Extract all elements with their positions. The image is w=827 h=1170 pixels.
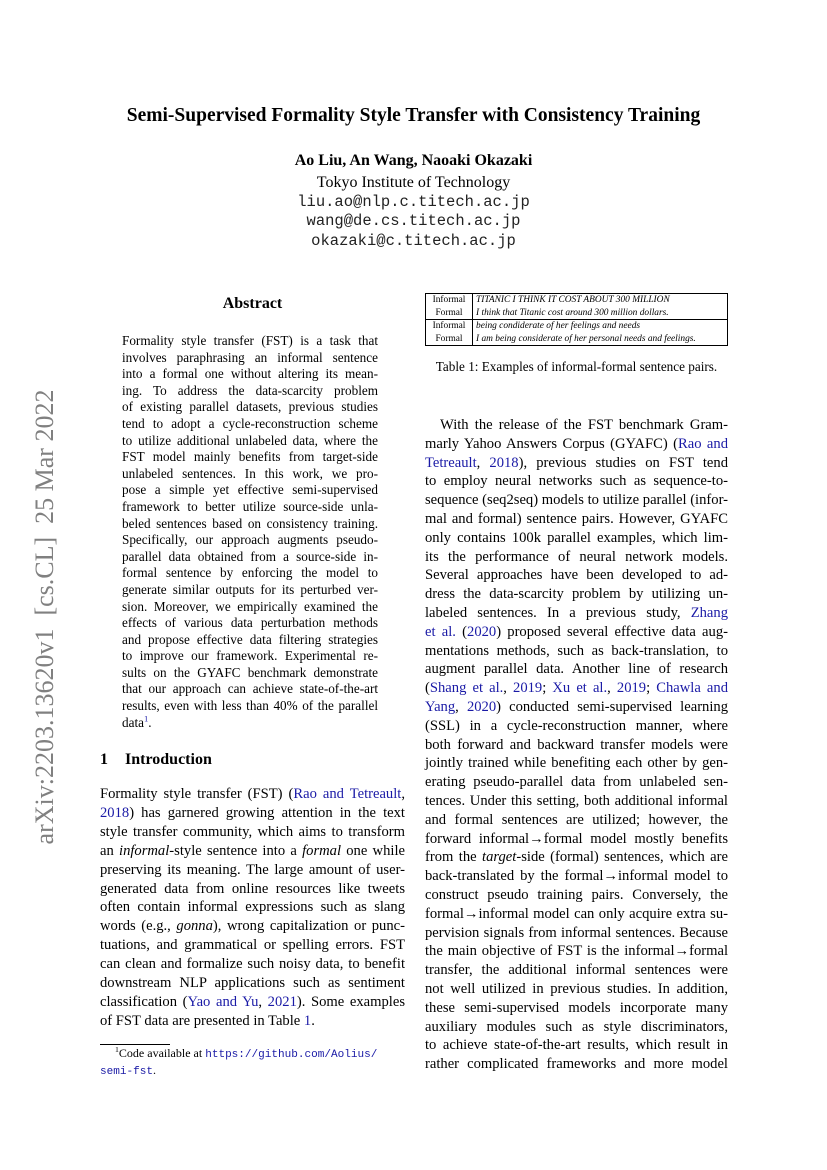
footnote-divider	[100, 1044, 170, 1045]
footnote-link[interactable]: https://github.com/Aolius/	[205, 1049, 378, 1061]
citation-link[interactable]: 2021	[267, 993, 297, 1010]
text-segment: generate similar outputs for its perturbed ver-	[122, 581, 378, 597]
email-liu[interactable]: liu.ao@nlp.c.titech.ac.jp	[297, 193, 530, 211]
citation-link[interactable]: 2020	[466, 698, 497, 715]
text-segment: ;	[646, 680, 657, 697]
table-1-examples	[425, 293, 728, 346]
text-segment: FST model mainly benefits from target-side	[122, 449, 378, 465]
footnote-text: Code available at	[118, 1046, 206, 1060]
introduction-paragraph-continued	[425, 416, 728, 1074]
text-segment: the main objective of FST is the informal→formal	[425, 943, 728, 960]
text-line	[122, 449, 378, 466]
text-line	[100, 804, 405, 823]
text-line	[425, 529, 728, 548]
text-segment: to employ neural networks such as sequence-to-	[425, 473, 728, 490]
text-line	[425, 848, 728, 867]
row-label: Informal	[426, 320, 473, 333]
citation-link[interactable]: 2020	[467, 623, 497, 640]
text-line	[425, 679, 728, 698]
text-segment: ,	[503, 680, 514, 697]
text-line	[122, 665, 378, 682]
text-segment: and propose effective data filtering strategies	[122, 631, 378, 647]
text-line	[100, 898, 405, 917]
text-segment: ,	[455, 698, 467, 715]
text-line	[425, 717, 728, 736]
text-line	[100, 974, 405, 993]
text-line	[425, 905, 728, 924]
citation-link[interactable]: 2019	[616, 680, 647, 697]
text-segment: erating pseudo-parallel data from unlabeled sen-	[425, 774, 728, 791]
abstract-heading: Abstract	[222, 295, 283, 312]
text-line	[122, 383, 378, 400]
text-line	[425, 566, 728, 585]
text-segment: With the release of the FST benchmark Gram-	[440, 417, 728, 433]
text-line	[425, 698, 728, 717]
emphasis-text: informal	[119, 842, 170, 859]
text-segment: (SSL) in a cycle-reconstruction manner, where	[425, 717, 728, 734]
text-segment: can clean and formalize such noisy data, to benefit	[100, 956, 405, 973]
text-line	[425, 548, 728, 567]
text-line	[122, 399, 378, 416]
text-line	[425, 1036, 728, 1055]
text-segment: that our approach can achieve state-of-the-art	[122, 681, 378, 697]
text-segment: labeled sentences. In a previous study,	[425, 604, 691, 621]
text-line	[100, 955, 405, 974]
text-line	[425, 1055, 728, 1074]
text-segment: rather complicated frameworks and more model	[425, 1056, 728, 1073]
text-line	[425, 867, 728, 886]
text-line	[100, 785, 405, 804]
text-segment: only contains 100k parallel examples, which lim-	[425, 529, 728, 546]
text-segment: ), wrong capitalization or punc-	[212, 918, 405, 935]
text-segment: ). Some examples	[296, 993, 405, 1010]
text-segment: ,	[258, 993, 268, 1010]
citation-link[interactable]: Rao and Tetreault	[293, 786, 402, 802]
paper-title: Semi-Supervised Formality Style Transfer with Consistency Training	[126, 105, 701, 126]
text-segment: sion. Moreover, we empirically examined the	[122, 598, 378, 614]
text-segment: effects of various data perturbation methods	[122, 615, 378, 631]
row-text: TITANIC I THINK IT COST ABOUT 300 MILLION	[476, 295, 670, 305]
text-line	[425, 886, 728, 905]
row-text: being condiderate of her feelings and needs	[473, 320, 728, 333]
text-line	[122, 565, 378, 582]
text-line	[425, 999, 728, 1018]
email-wang[interactable]: wang@de.cs.titech.ac.jp	[306, 212, 521, 230]
text-line	[425, 1018, 728, 1037]
citation-link[interactable]: Yang	[425, 698, 456, 715]
text-line	[122, 648, 378, 665]
footnote-link-continued[interactable]: semi-fst	[100, 1066, 153, 1078]
text-segment: parallel data obtained from a source-side in-	[122, 548, 378, 564]
citation-link[interactable]: 2018	[100, 804, 130, 821]
text-line	[425, 924, 728, 943]
citation-link[interactable]: 1	[143, 713, 149, 724]
text-segment: (	[455, 623, 468, 640]
text-segment: marly Yahoo Answers Corpus (GYAFC) (	[425, 435, 678, 452]
text-segment: Formality style transfer (FST) is a task that	[122, 333, 378, 348]
text-line	[425, 491, 728, 510]
text-segment: ,	[476, 454, 490, 471]
row-text: I think that Titanic cost around 300 million dollars.	[476, 307, 669, 318]
text-segment: downstream NLP applications such as sentiment	[100, 975, 405, 992]
text-line	[425, 830, 728, 849]
text-line	[100, 861, 405, 880]
citation-link[interactable]: et al.	[425, 623, 456, 640]
text-line	[122, 333, 378, 350]
text-line	[100, 1012, 405, 1031]
text-line	[425, 623, 728, 642]
text-segment: an	[100, 842, 120, 859]
table-row	[426, 333, 728, 346]
text-segment: unlabeled sentences. In this work, we pro-	[122, 465, 378, 481]
text-segment: sults on the GYAFC benchmark demonstrate	[122, 664, 378, 680]
citation-link[interactable]: Chawla and	[656, 680, 728, 697]
text-line	[122, 582, 378, 599]
text-segment: forward informal→formal model mostly benefits	[425, 830, 728, 847]
text-line	[425, 416, 728, 435]
citation-link[interactable]: 2018	[489, 454, 519, 471]
emphasis-text: formal	[302, 842, 342, 859]
text-segment: results, even with less than 40% of the parallel	[122, 698, 378, 714]
text-line	[425, 454, 728, 473]
text-segment: sequence (seq2seq) models to utilize parallel (infor-	[425, 492, 728, 509]
text-segment: dress the data-scarcity problem by utilizing un-	[425, 586, 728, 603]
text-line	[122, 681, 378, 698]
text-segment: ) conducted semi-supervised learning	[496, 698, 728, 715]
text-segment: to achieve state-of-the-art results, which result in	[425, 1037, 728, 1054]
text-segment: ing. To address the data-scarcity problem	[122, 382, 378, 398]
text-segment: often contain informal expressions such as slang	[100, 899, 405, 916]
text-line	[425, 585, 728, 604]
text-segment: of FST data are presented in Table	[100, 1012, 304, 1029]
citation-link[interactable]: Shang et al.	[429, 680, 504, 697]
text-line	[425, 660, 728, 679]
text-segment: of existing parallel datasets, previous studies	[122, 399, 378, 415]
text-line	[100, 823, 405, 842]
author-list: Ao Liu, An Wang, Naoaki Okazaki	[294, 152, 533, 169]
table-1-caption: Table 1: Examples of informal-formal sentence pairs.	[435, 359, 718, 374]
text-segment: .	[148, 714, 152, 730]
abstract-body	[122, 333, 378, 731]
text-line	[100, 880, 405, 899]
footnote-1	[100, 1046, 405, 1080]
text-segment: and formal sentences are utilized; however, the	[425, 811, 728, 828]
text-line	[425, 980, 728, 999]
text-line	[425, 736, 728, 755]
text-line	[100, 917, 405, 936]
citation-link[interactable]: Yao and Yu	[187, 993, 259, 1010]
text-line	[122, 516, 378, 533]
text-line	[425, 792, 728, 811]
text-segment: formal→informal model can only acquire extra su-	[425, 905, 728, 922]
text-segment: its the performance of neural network models.	[425, 548, 728, 565]
text-segment: involves paraphrasing an informal sentence	[122, 349, 378, 365]
text-segment: augment parallel data. Another line of research	[425, 661, 728, 678]
footnote-end: .	[152, 1063, 156, 1077]
text-segment: these semi-supervised models incorporate many	[425, 999, 728, 1016]
text-segment: from the	[425, 849, 483, 866]
citation-link[interactable]: Tetreault	[425, 454, 477, 471]
text-segment: data	[122, 714, 144, 730]
text-line	[122, 350, 378, 367]
section-heading-introduction	[100, 751, 212, 769]
text-segment: ;	[542, 680, 553, 697]
row-text: I am being considerate of her personal needs and feelings.	[476, 333, 696, 344]
text-line	[425, 754, 728, 773]
text-segment: both forward and backward transfer models were	[425, 736, 728, 753]
text-line	[425, 642, 728, 661]
email-okazaki: okazaki@c.titech.ac.jp	[311, 232, 516, 250]
text-line	[425, 472, 728, 491]
text-line	[122, 698, 378, 715]
table-row	[426, 294, 728, 307]
text-line	[122, 433, 378, 450]
text-line	[425, 961, 728, 980]
text-line	[425, 942, 728, 961]
row-label: Formal	[426, 307, 473, 320]
emphasis-text: gonna	[176, 918, 213, 935]
text-segment: transfer, the additional informal sentences were	[425, 962, 728, 979]
text-segment: into a formal one without altering its mean-	[122, 366, 378, 382]
citation-link[interactable]: Rao and	[677, 435, 728, 452]
text-line	[122, 499, 378, 516]
section-title: Introduction	[125, 751, 212, 768]
text-segment: mal and formal) sentence pairs. However, GYAFC	[425, 510, 728, 527]
text-line	[122, 632, 378, 649]
text-segment: ) has garnered growing attention in the text	[129, 804, 405, 821]
text-line	[122, 416, 378, 433]
text-segment: -side (formal) sentences, which are	[516, 849, 728, 866]
text-segment: framework to better utilize source-side unla-	[122, 498, 378, 514]
citation-link[interactable]: 2019	[513, 680, 543, 697]
table-row	[426, 320, 728, 333]
citation-link[interactable]: Xu et al.	[552, 680, 608, 697]
text-line	[425, 604, 728, 623]
text-segment: preserving its meaning. The large amount of user-	[100, 861, 405, 878]
text-segment: to improve our framework. Experimental re-	[122, 648, 378, 664]
row-label: Informal	[426, 294, 473, 307]
emphasis-text: target	[482, 849, 517, 866]
text-line	[122, 549, 378, 566]
text-line	[122, 599, 378, 616]
text-line	[425, 811, 728, 830]
text-segment: generated data from online resources like tweets	[100, 880, 405, 897]
text-line	[122, 466, 378, 483]
text-segment: to utilize additional unlabeled data, where the	[122, 432, 378, 448]
text-segment: ) proposed several effective data aug-	[496, 623, 728, 640]
arxiv-identifier-stamp: arXiv:2203.13620v1 [cs.CL] 25 Mar 2022	[30, 389, 59, 845]
text-line	[100, 993, 405, 1012]
text-segment: tuations, and grammatical or spelling errors. FST	[100, 937, 405, 954]
text-segment: -style sentence into a	[169, 842, 303, 859]
text-segment: back-translated by the formal→informal model to	[425, 868, 728, 885]
text-segment: classification (	[100, 993, 188, 1010]
text-segment: not well utilized in previous studies. In addition,	[425, 980, 728, 997]
text-segment: Specifically, our approach augments pseudo-	[122, 532, 378, 548]
text-segment: one while	[341, 842, 405, 859]
text-segment: construct pseudo training pairs. Conversely, the	[425, 886, 728, 903]
text-line	[122, 615, 378, 632]
text-line	[122, 482, 378, 499]
text-segment: (	[425, 680, 430, 697]
text-segment: .	[311, 1012, 315, 1029]
table-row	[426, 307, 728, 320]
text-line	[100, 842, 405, 861]
text-segment: tences. Under this setting, both additional informal	[425, 792, 728, 809]
text-line	[425, 773, 728, 792]
citation-link[interactable]: 1	[303, 1012, 312, 1029]
text-line	[425, 435, 728, 454]
introduction-paragraph	[100, 785, 405, 1031]
footnote-marker: 1	[115, 1045, 119, 1054]
text-segment: ), previous studies on FST tend	[518, 454, 728, 471]
text-segment: Formality style transfer (FST) (	[100, 786, 294, 802]
text-segment: pervision signals from informal sentences. Because	[425, 924, 728, 941]
text-segment: Several approaches have been developed to ad-	[425, 567, 728, 584]
text-segment: tend to adopt a cycle-reconstruction scheme	[122, 415, 378, 431]
text-line	[100, 936, 405, 955]
text-line	[122, 532, 378, 549]
affiliation: Tokyo Institute of Technology	[316, 174, 511, 191]
text-segment: ,	[607, 680, 617, 697]
section-number: 1	[100, 751, 108, 768]
text-segment: auxiliary modules such as style discriminators,	[425, 1018, 728, 1035]
text-segment: jointly trained while benefiting each other by gen-	[425, 755, 728, 772]
text-segment: beled sentences based on consistency training.	[122, 515, 378, 531]
text-line	[122, 715, 378, 732]
text-line	[425, 510, 728, 529]
text-segment: pose a simple yet effective semi-supervised	[122, 482, 378, 498]
text-segment: mentations methods, such as back-translation, to	[425, 642, 728, 659]
row-label: Formal	[426, 333, 473, 346]
text-segment: formal sentence by enforcing the model to	[122, 565, 378, 581]
citation-link[interactable]: Zhang	[690, 604, 728, 621]
text-segment: style transfer community, which aims to transform	[100, 823, 405, 840]
text-line	[122, 366, 378, 383]
text-segment: ,	[401, 786, 405, 802]
text-segment: words (e.g.,	[100, 918, 177, 935]
